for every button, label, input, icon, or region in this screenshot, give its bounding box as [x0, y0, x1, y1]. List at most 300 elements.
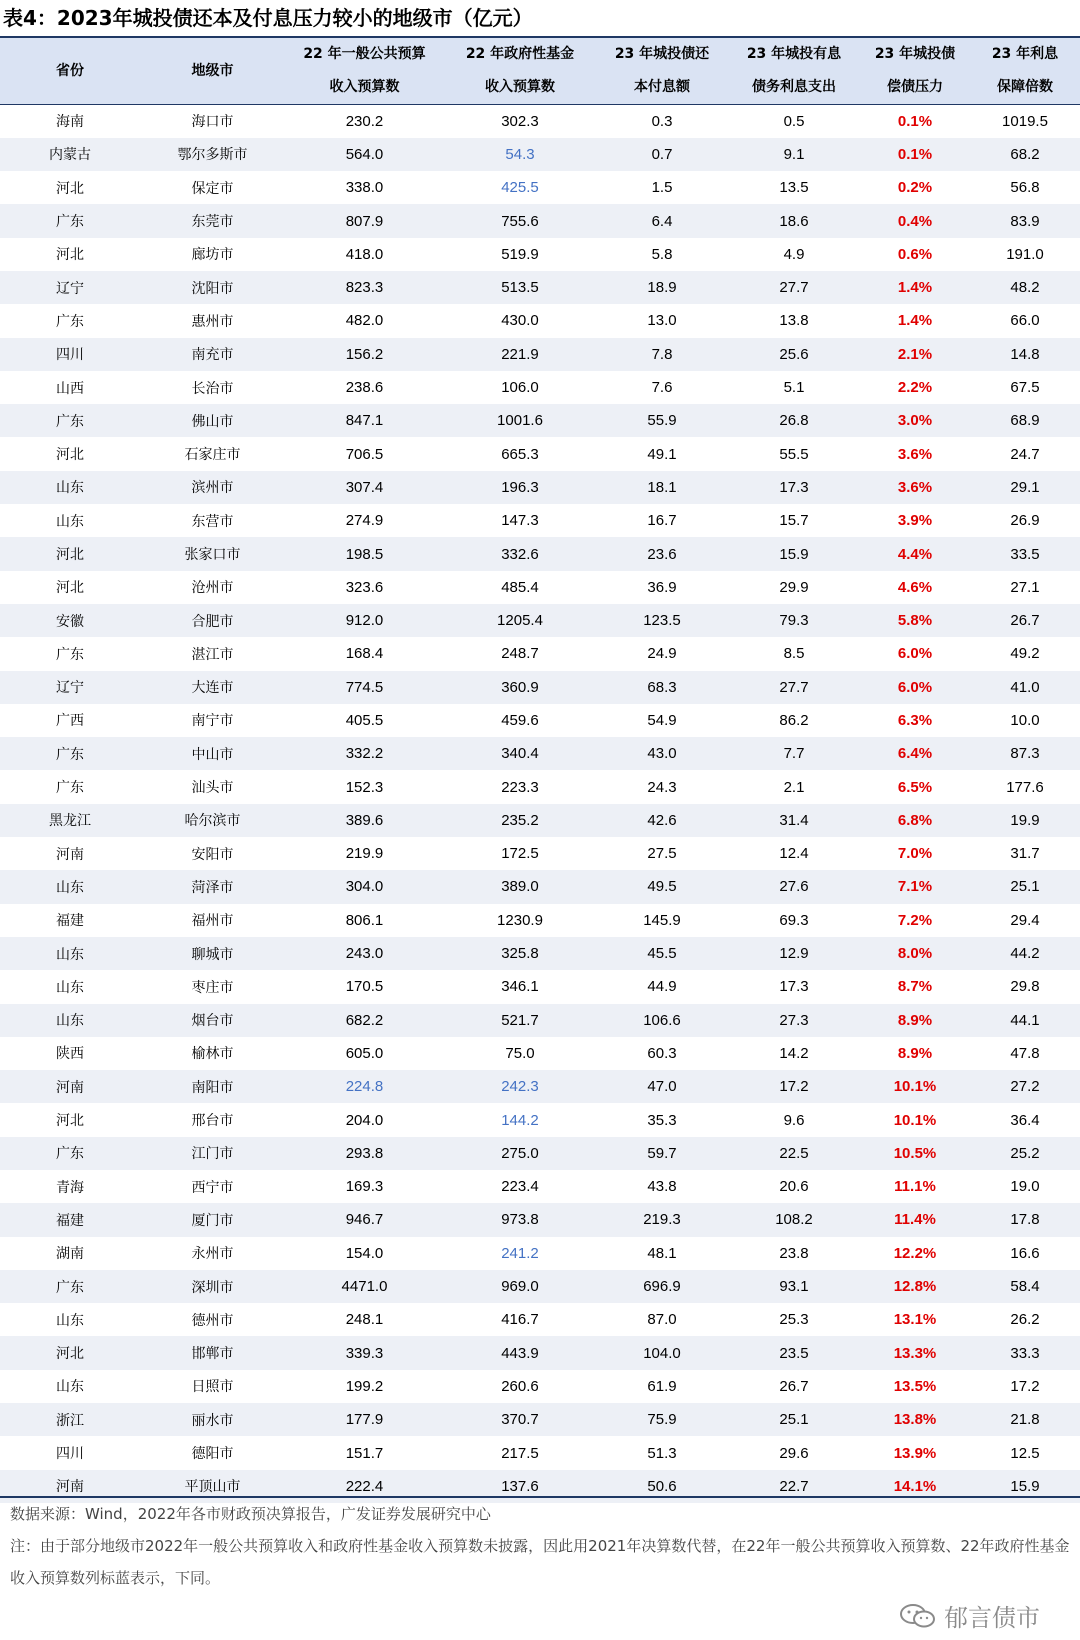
table-cell: 广东	[56, 214, 84, 231]
table-cell: 154.0	[345, 1244, 384, 1262]
table-row	[0, 1203, 1080, 1236]
table-cell: 2.1%	[897, 345, 933, 363]
table-cell: 27.3	[779, 1011, 809, 1029]
table-cell: 5.1	[783, 379, 805, 397]
table-cell: 86.2	[779, 711, 809, 729]
table-title: 表4：2023年城投债还本及付息压力较小的地级市（亿元）	[3, 6, 533, 30]
table-cell: 沈阳市	[191, 280, 234, 297]
table-cell: 日照市	[191, 1379, 234, 1396]
table-cell: 0.7	[651, 145, 673, 163]
table-cell: 332.6	[501, 545, 539, 563]
column-header-line: 23 年城投有息	[746, 46, 842, 62]
table-cell: 27.5	[647, 845, 677, 863]
table-cell: 17.3	[779, 478, 809, 496]
table-cell: 774.5	[345, 678, 384, 696]
table-cell: 10.0	[1010, 711, 1040, 729]
table-row	[0, 437, 1080, 470]
table-cell: 12.4	[779, 845, 809, 863]
watermark-text: 郁言债市	[944, 1604, 1040, 1632]
table-cell: 0.4%	[897, 212, 933, 230]
table-cell: 0.2%	[897, 179, 933, 197]
table-cell: 56.8	[1010, 179, 1040, 197]
table-cell: 50.6	[647, 1477, 677, 1495]
table-cell: 广东	[56, 646, 84, 663]
table-cell: 25.2	[1010, 1144, 1040, 1162]
table-row	[0, 471, 1080, 504]
table-cell: 54.9	[647, 711, 677, 729]
table-row	[0, 837, 1080, 870]
table-cell: 13.8%	[893, 1411, 937, 1429]
table-cell: 山东	[56, 480, 84, 497]
table-row	[0, 1336, 1080, 1369]
table-cell: 浙江	[56, 1412, 84, 1429]
table-cell: 广东	[56, 746, 84, 763]
table-cell: 福建	[56, 1212, 84, 1229]
table-cell: 13.5	[779, 179, 809, 197]
table-cell: 河南	[56, 1079, 84, 1096]
table-cell: 242.3	[501, 1078, 539, 1096]
table-cell: 17.2	[1010, 1377, 1040, 1395]
table-cell: 807.9	[345, 212, 384, 230]
table-cell: 7.1%	[897, 878, 933, 896]
table-cell: 325.8	[501, 945, 539, 963]
table-cell: 307.4	[345, 478, 384, 496]
table-cell: 17.3	[779, 978, 809, 996]
table-cell: 14.8	[1010, 345, 1040, 363]
table-row	[0, 238, 1080, 271]
table-cell: 张家口市	[184, 547, 241, 563]
column-header-line: 保障倍数	[997, 79, 1053, 95]
table-cell: 烟台市	[191, 1013, 234, 1030]
table-cell: 6.4	[651, 212, 673, 230]
table-cell: 江门市	[191, 1146, 234, 1163]
table-cell: 275.0	[501, 1144, 539, 1162]
table-cell: 54.3	[505, 145, 535, 163]
table-cell: 29.9	[779, 578, 809, 596]
table-cell: 丽水市	[191, 1412, 234, 1429]
table-cell: 48.1	[647, 1244, 677, 1262]
table-cell: 241.2	[501, 1244, 539, 1262]
table-row	[0, 571, 1080, 604]
table-cell: 东营市	[191, 513, 234, 530]
table-cell: 144.2	[501, 1111, 539, 1129]
table-cell: 中山市	[191, 746, 234, 763]
table-cell: 340.4	[501, 745, 539, 763]
table-cell: 26.9	[1010, 512, 1040, 530]
table-cell: 山东	[56, 879, 84, 896]
table-cell: 山东	[56, 1312, 84, 1329]
table-cell: 238.6	[345, 379, 384, 397]
table-cell: 东莞市	[191, 214, 234, 231]
table-cell: 4.4%	[897, 545, 933, 563]
column-header-line: 23 年利息	[991, 46, 1059, 62]
table-cell: 106.6	[643, 1011, 681, 1029]
table-cell: 4.9	[783, 245, 805, 263]
table-cell: 湖南	[56, 1246, 84, 1263]
table-cell: 248.1	[345, 1311, 384, 1329]
table-cell: 11.4%	[894, 1211, 936, 1229]
table-cell: 25.3	[779, 1311, 809, 1329]
table-row	[0, 1070, 1080, 1103]
table-cell: 61.9	[647, 1377, 677, 1395]
table-cell: 5.8	[651, 245, 673, 263]
table-cell: 18.9	[647, 279, 677, 297]
table-cell: 14.2	[779, 1044, 809, 1062]
table-cell: 22.5	[779, 1144, 809, 1162]
table-cell: 3.0%	[897, 412, 933, 430]
table-row	[0, 704, 1080, 737]
table-cell: 665.3	[501, 445, 539, 463]
table-cell: 永州市	[191, 1246, 234, 1263]
table-cell: 安阳市	[191, 846, 234, 863]
table-cell: 49.5	[647, 878, 677, 896]
table-cell: 31.7	[1010, 845, 1040, 863]
table-cell: 26.8	[779, 412, 809, 430]
table-cell: 20.6	[779, 1178, 809, 1196]
table-cell: 19.0	[1010, 1178, 1040, 1196]
table-cell: 55.9	[647, 412, 677, 430]
table-cell: 912.0	[345, 612, 384, 630]
column-header-line: 收入预算数	[485, 79, 555, 95]
table-row	[0, 1237, 1080, 1270]
table-cell: 佛山市	[191, 413, 234, 430]
table-cell: 235.2	[501, 811, 539, 829]
table-cell: 广东	[56, 313, 84, 330]
table-cell: 755.6	[501, 212, 539, 230]
table-cell: 33.5	[1010, 545, 1040, 563]
table-cell: 23.6	[647, 545, 677, 563]
table-cell: 168.4	[345, 645, 384, 663]
table-row	[0, 870, 1080, 903]
table-cell: 沧州市	[191, 580, 234, 597]
table-cell: 48.2	[1010, 279, 1040, 297]
table-cell: 哈尔滨市	[184, 813, 241, 830]
column-header	[596, 38, 728, 105]
table-row	[0, 204, 1080, 237]
table-row	[0, 737, 1080, 770]
table-cell: 27.6	[779, 878, 809, 896]
table-cell: 7.0%	[897, 845, 933, 863]
table-cell: 93.1	[779, 1278, 809, 1296]
table-cell: 332.2	[345, 745, 384, 763]
column-header-line: 22 年一般公共预算	[303, 46, 426, 62]
table-cell: 973.8	[501, 1211, 539, 1229]
table-row	[0, 1303, 1080, 1336]
table-cell: 482.0	[345, 312, 384, 330]
table-cell: 696.9	[643, 1278, 681, 1296]
table-cell: 260.6	[501, 1377, 539, 1395]
table-cell: 123.5	[643, 612, 681, 630]
table-cell: 6.3%	[897, 711, 933, 729]
table-cell: 12.5	[1010, 1444, 1040, 1462]
table-cell: 16.7	[647, 512, 677, 530]
table-cell: 69.3	[779, 911, 809, 929]
table-cell: 12.2%	[893, 1244, 937, 1262]
table-cell: 青海	[56, 1179, 84, 1196]
table-cell: 104.0	[643, 1344, 681, 1362]
table-cell: 521.7	[501, 1011, 539, 1029]
table-cell: 27.7	[779, 678, 809, 696]
table-cell: 27.1	[1010, 578, 1040, 596]
table-cell: 广东	[56, 1279, 84, 1296]
table-cell: 广东	[56, 413, 84, 430]
table-cell: 29.6	[779, 1444, 809, 1462]
table-cell: 福建	[56, 913, 84, 930]
table-cell: 45.5	[647, 945, 677, 963]
table-cell: 18.1	[647, 478, 677, 496]
table-cell: 海口市	[191, 114, 234, 131]
table-cell: 18.6	[779, 212, 809, 230]
table-cell: 418.0	[345, 245, 384, 263]
table-cell: 58.4	[1010, 1278, 1040, 1296]
table-cell: 79.3	[779, 612, 809, 630]
table-cell: 222.4	[345, 1477, 384, 1495]
table-cell: 23.8	[779, 1244, 809, 1262]
table-row	[0, 271, 1080, 304]
table-cell: 25.1	[779, 1411, 809, 1429]
table-row	[0, 371, 1080, 404]
table-row	[0, 1037, 1080, 1070]
table-cell: 198.5	[345, 545, 384, 563]
table-cell: 河北	[56, 247, 84, 264]
table-cell: 7.8	[651, 345, 673, 363]
table-cell: 36.9	[647, 578, 677, 596]
table-cell: 26.2	[1010, 1311, 1040, 1329]
table-row	[0, 637, 1080, 670]
table-cell: 75.9	[647, 1411, 677, 1429]
table-cell: 605.0	[345, 1044, 384, 1062]
header-row	[0, 38, 1080, 105]
table-cell: 15.7	[779, 512, 809, 530]
table-cell: 山东	[56, 979, 84, 996]
table-cell: 13.5%	[893, 1377, 937, 1395]
table-cell: 6.8%	[897, 811, 933, 829]
table-cell: 邢台市	[191, 1113, 234, 1130]
table-cell: 87.3	[1010, 745, 1040, 763]
table-cell: 25.1	[1010, 878, 1040, 896]
table-cell: 177.9	[345, 1411, 384, 1429]
table-cell: 24.3	[647, 778, 677, 796]
table-cell: 6.5%	[897, 778, 933, 796]
table-cell: 26.7	[779, 1377, 809, 1395]
column-header-line: 23 年城投债	[874, 46, 956, 62]
table-cell: 274.9	[345, 512, 384, 530]
table-cell: 0.1%	[897, 112, 933, 130]
table-row	[0, 1370, 1080, 1403]
table-row	[0, 304, 1080, 337]
table-cell: 3.6%	[897, 445, 933, 463]
table-cell: 3.6%	[897, 478, 933, 496]
table-cell: 8.7%	[897, 978, 933, 996]
table-cell: 60.3	[647, 1044, 677, 1062]
table-cell: 15.9	[779, 545, 809, 563]
table-cell: 平顶山市	[184, 1479, 241, 1496]
table-cell: 806.1	[345, 911, 384, 929]
table-cell: 430.0	[501, 312, 539, 330]
table-cell: 山东	[56, 1379, 84, 1396]
table-cell: 26.7	[1010, 612, 1040, 630]
table-row	[0, 904, 1080, 937]
table-cell: 惠州市	[191, 313, 234, 330]
table-row	[0, 138, 1080, 171]
table-cell: 338.0	[345, 179, 384, 197]
table-cell: 969.0	[501, 1278, 539, 1296]
table-cell: 847.1	[345, 412, 384, 430]
table-cell: 564.0	[345, 145, 384, 163]
table-cell: 合肥市	[191, 613, 234, 630]
table-row	[0, 504, 1080, 537]
table-cell: 43.0	[647, 745, 677, 763]
table-cell: 9.1	[783, 145, 805, 163]
table-row	[0, 1403, 1080, 1436]
table-cell: 7.6	[651, 379, 673, 397]
table-cell: 0.5	[783, 112, 805, 130]
column-header	[970, 38, 1080, 105]
table-cell: 35.3	[647, 1111, 677, 1129]
table-cell: 147.3	[501, 512, 539, 530]
table-cell: 榆林市	[191, 1046, 234, 1063]
table-cell: 47.8	[1010, 1044, 1040, 1062]
table-cell: 河南	[56, 1479, 84, 1496]
table-row	[0, 671, 1080, 704]
table-cell: 67.5	[1010, 379, 1040, 397]
table-cell: 519.9	[501, 245, 539, 263]
table-cell: 湛江市	[191, 646, 234, 663]
table-cell: 304.0	[345, 878, 384, 896]
table-cell: 170.5	[345, 978, 384, 996]
table-cell: 68.2	[1010, 145, 1040, 163]
table-cell: 16.6	[1010, 1244, 1040, 1262]
table-cell: 8.9%	[897, 1044, 933, 1062]
table-row	[0, 770, 1080, 803]
table-cell: 243.0	[345, 945, 384, 963]
table-cell: 长治市	[191, 380, 234, 397]
table-cell: 大连市	[191, 680, 234, 697]
table-cell: 24.7	[1010, 445, 1040, 463]
table-cell: 33.3	[1010, 1344, 1040, 1362]
table-cell: 山西	[56, 380, 84, 397]
table-cell: 河北	[56, 1113, 84, 1130]
column-header	[140, 38, 285, 105]
table-row	[0, 171, 1080, 204]
table-cell: 47.0	[647, 1078, 677, 1096]
table-cell: 51.3	[647, 1444, 677, 1462]
table-cell: 广东	[56, 780, 84, 797]
table-cell: 706.5	[345, 445, 384, 463]
column-header-line: 偿债压力	[887, 79, 943, 95]
table-cell: 19.9	[1010, 811, 1040, 829]
table-cell: 230.2	[345, 112, 384, 130]
column-header	[728, 38, 860, 105]
table-cell: 223.4	[501, 1178, 539, 1196]
table-cell: 深圳市	[191, 1279, 234, 1296]
table-cell: 196.3	[501, 478, 539, 496]
table-cell: 5.8%	[897, 612, 933, 630]
table-cell: 137.6	[501, 1477, 539, 1495]
table-cell: 四川	[56, 347, 84, 364]
table-cell: 辽宁	[56, 680, 84, 697]
table-cell: 13.8	[779, 312, 809, 330]
table-cell: 23.5	[779, 1344, 809, 1362]
table-cell: 福州市	[191, 913, 234, 930]
table-cell: 219.9	[345, 845, 384, 863]
table-cell: 6.0%	[897, 678, 933, 696]
table-cell: 汕头市	[191, 780, 234, 797]
table-cell: 416.7	[501, 1311, 539, 1329]
table-cell: 145.9	[643, 911, 681, 929]
table-cell: 177.6	[1006, 778, 1044, 796]
table-cell: 南阳市	[191, 1079, 234, 1096]
table-cell: 44.2	[1010, 945, 1040, 963]
table-row	[0, 537, 1080, 570]
table-row	[0, 1137, 1080, 1170]
table-cell: 广东	[56, 1146, 84, 1163]
table-cell: 36.4	[1010, 1111, 1040, 1129]
table-cell: 聊城市	[191, 946, 234, 963]
table-cell: 191.0	[1006, 245, 1044, 263]
table-cell: 29.4	[1010, 911, 1040, 929]
table-cell: 山东	[56, 946, 84, 963]
table-cell: 224.8	[345, 1078, 384, 1096]
table-cell: 广西	[56, 713, 84, 730]
table-cell: 12.9	[779, 945, 809, 963]
table-cell: 13.1%	[893, 1311, 937, 1329]
table-cell: 4.6%	[897, 578, 933, 596]
table-cell: 83.9	[1010, 212, 1040, 230]
table-cell: 204.0	[345, 1111, 384, 1129]
table-cell: 0.3	[651, 112, 673, 130]
table-cell: 459.6	[501, 711, 539, 729]
table-cell: 石家庄市	[184, 447, 241, 464]
table-row	[0, 1103, 1080, 1136]
table-cell: 9.6	[783, 1111, 805, 1129]
table-cell: 0.1%	[897, 145, 933, 163]
table-cell: 河北	[56, 547, 84, 563]
table-cell: 4471.0	[341, 1278, 388, 1296]
column-header	[285, 38, 444, 105]
column-header	[860, 38, 970, 105]
table-cell: 293.8	[345, 1144, 384, 1162]
column-header-line: 22 年政府性基金	[465, 46, 575, 62]
table-cell: 156.2	[345, 345, 384, 363]
table-body	[0, 105, 1080, 1503]
table-cell: 黑龙江	[49, 813, 91, 830]
table-cell: 0.6%	[897, 245, 933, 263]
table-cell: 22.7	[779, 1477, 809, 1495]
table-cell: 405.5	[345, 711, 384, 729]
table-cell: 68.9	[1010, 412, 1040, 430]
table-cell: 13.0	[647, 312, 677, 330]
table-cell: 河北	[56, 447, 84, 464]
table-cell: 59.7	[647, 1144, 677, 1162]
table-cell: 14.1%	[893, 1477, 937, 1495]
table-cell: 75.0	[505, 1044, 535, 1062]
table-cell: 55.5	[779, 445, 809, 463]
table-cell: 1.4%	[897, 279, 933, 297]
table-cell: 302.3	[501, 112, 539, 130]
table-cell: 24.9	[647, 645, 677, 663]
table-cell: 17.8	[1010, 1211, 1040, 1229]
table-row	[0, 338, 1080, 371]
table-cell: 6.4%	[897, 745, 933, 763]
table-cell: 29.1	[1010, 478, 1040, 496]
wechat-icon	[898, 1603, 938, 1629]
table-cell: 31.4	[779, 811, 809, 829]
table-row	[0, 970, 1080, 1003]
table-cell: 106.0	[501, 379, 539, 397]
table-cell: 49.2	[1010, 645, 1040, 663]
table-cell: 66.0	[1010, 312, 1040, 330]
